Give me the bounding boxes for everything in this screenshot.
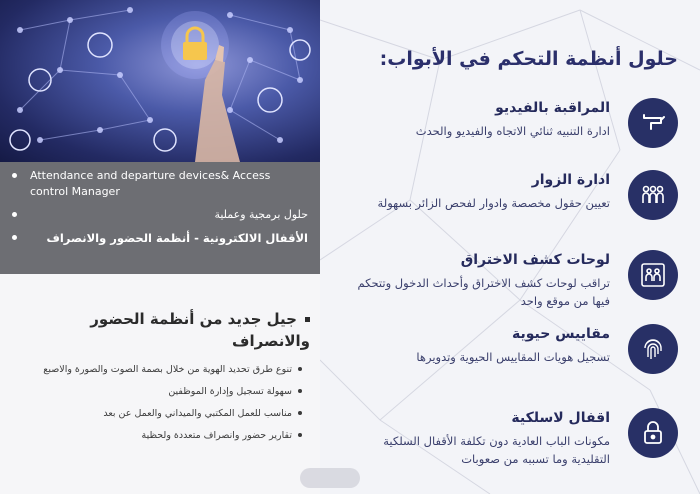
list-item: تنوع طرق تحديد الهوية من خلال بصمة الصوت والصورة والاصبع <box>40 362 302 377</box>
feature-description: مكونات الباب العادية دون تكلفة الأقفال السلكية التقليدية وما تسببه من صعوبات <box>383 434 610 466</box>
feature-description: تسجيل هويات المقاييس الحيوية وتدويرها <box>416 350 610 364</box>
fingerprint-icon <box>628 324 678 374</box>
list-item: مناسب للعمل المكتبي والميداني والعمل عن بعد <box>40 406 302 421</box>
visitors-icon <box>628 170 678 220</box>
network-lock-illustration <box>0 0 320 162</box>
hero-image <box>0 0 320 162</box>
feature-video-surveillance <box>320 98 700 168</box>
square-bullet-icon <box>305 317 310 322</box>
bullet-icon <box>12 212 17 217</box>
summary-item: حلول برمجية وعملية <box>12 207 308 223</box>
feature-description: تراقب لوحات كشف الاختراق وأحداث الدخول وتتحكم فيها من موقع واحد <box>357 276 610 308</box>
section-heading: جيل جديد من أنظمة الحضور والانصراف <box>90 310 310 350</box>
page-title: حلول أنظمة التحكم في الأبواب: <box>379 48 678 70</box>
summary-item: Attendance and departure devices& Access control Manager <box>12 168 308 200</box>
feature-visitor-management <box>320 170 700 240</box>
left-panel <box>0 0 320 494</box>
bullet-icon <box>298 389 302 393</box>
feature-title: لوحات كشف الاختراق <box>460 252 610 268</box>
summary-item: الأقفال الالكترونية - أنظمة الحضور والانصراف <box>12 230 308 246</box>
right-panel <box>320 0 700 494</box>
feature-title: المراقبة بالفيديو <box>495 100 610 116</box>
feature-intrusion-panels <box>320 250 700 320</box>
feature-biometrics <box>320 324 700 394</box>
feature-wireless-locks <box>320 408 700 478</box>
feature-title: مقاييس حيوية <box>512 326 610 342</box>
attendance-section <box>0 274 320 494</box>
attendance-list <box>40 362 302 450</box>
feature-title: ادارة الزوار <box>531 172 610 188</box>
features-summary-panel <box>0 162 320 274</box>
bullet-icon <box>12 173 17 178</box>
feature-description: تعيين حقول مخصصة وادوار لفحص الزائر بسهولة <box>377 196 610 210</box>
intrusion-icon <box>628 250 678 300</box>
bullet-icon <box>298 367 302 371</box>
bullet-icon <box>298 433 302 437</box>
padlock-icon <box>628 408 678 458</box>
lock-icon <box>183 42 207 60</box>
list-item: تقارير حضور وانصراف متعددة ولحظية <box>40 428 302 443</box>
bullet-icon <box>12 235 17 240</box>
watermark <box>300 468 360 488</box>
feature-title: اقفال لاسلكية <box>511 410 610 426</box>
feature-description: ادارة التنبيه ثنائي الاتجاه والفيديو والحدث <box>415 124 610 138</box>
bullet-icon <box>298 411 302 415</box>
list-item: سهولة تسجيل وإدارة الموظفين <box>40 384 302 399</box>
camera-icon <box>628 98 678 148</box>
